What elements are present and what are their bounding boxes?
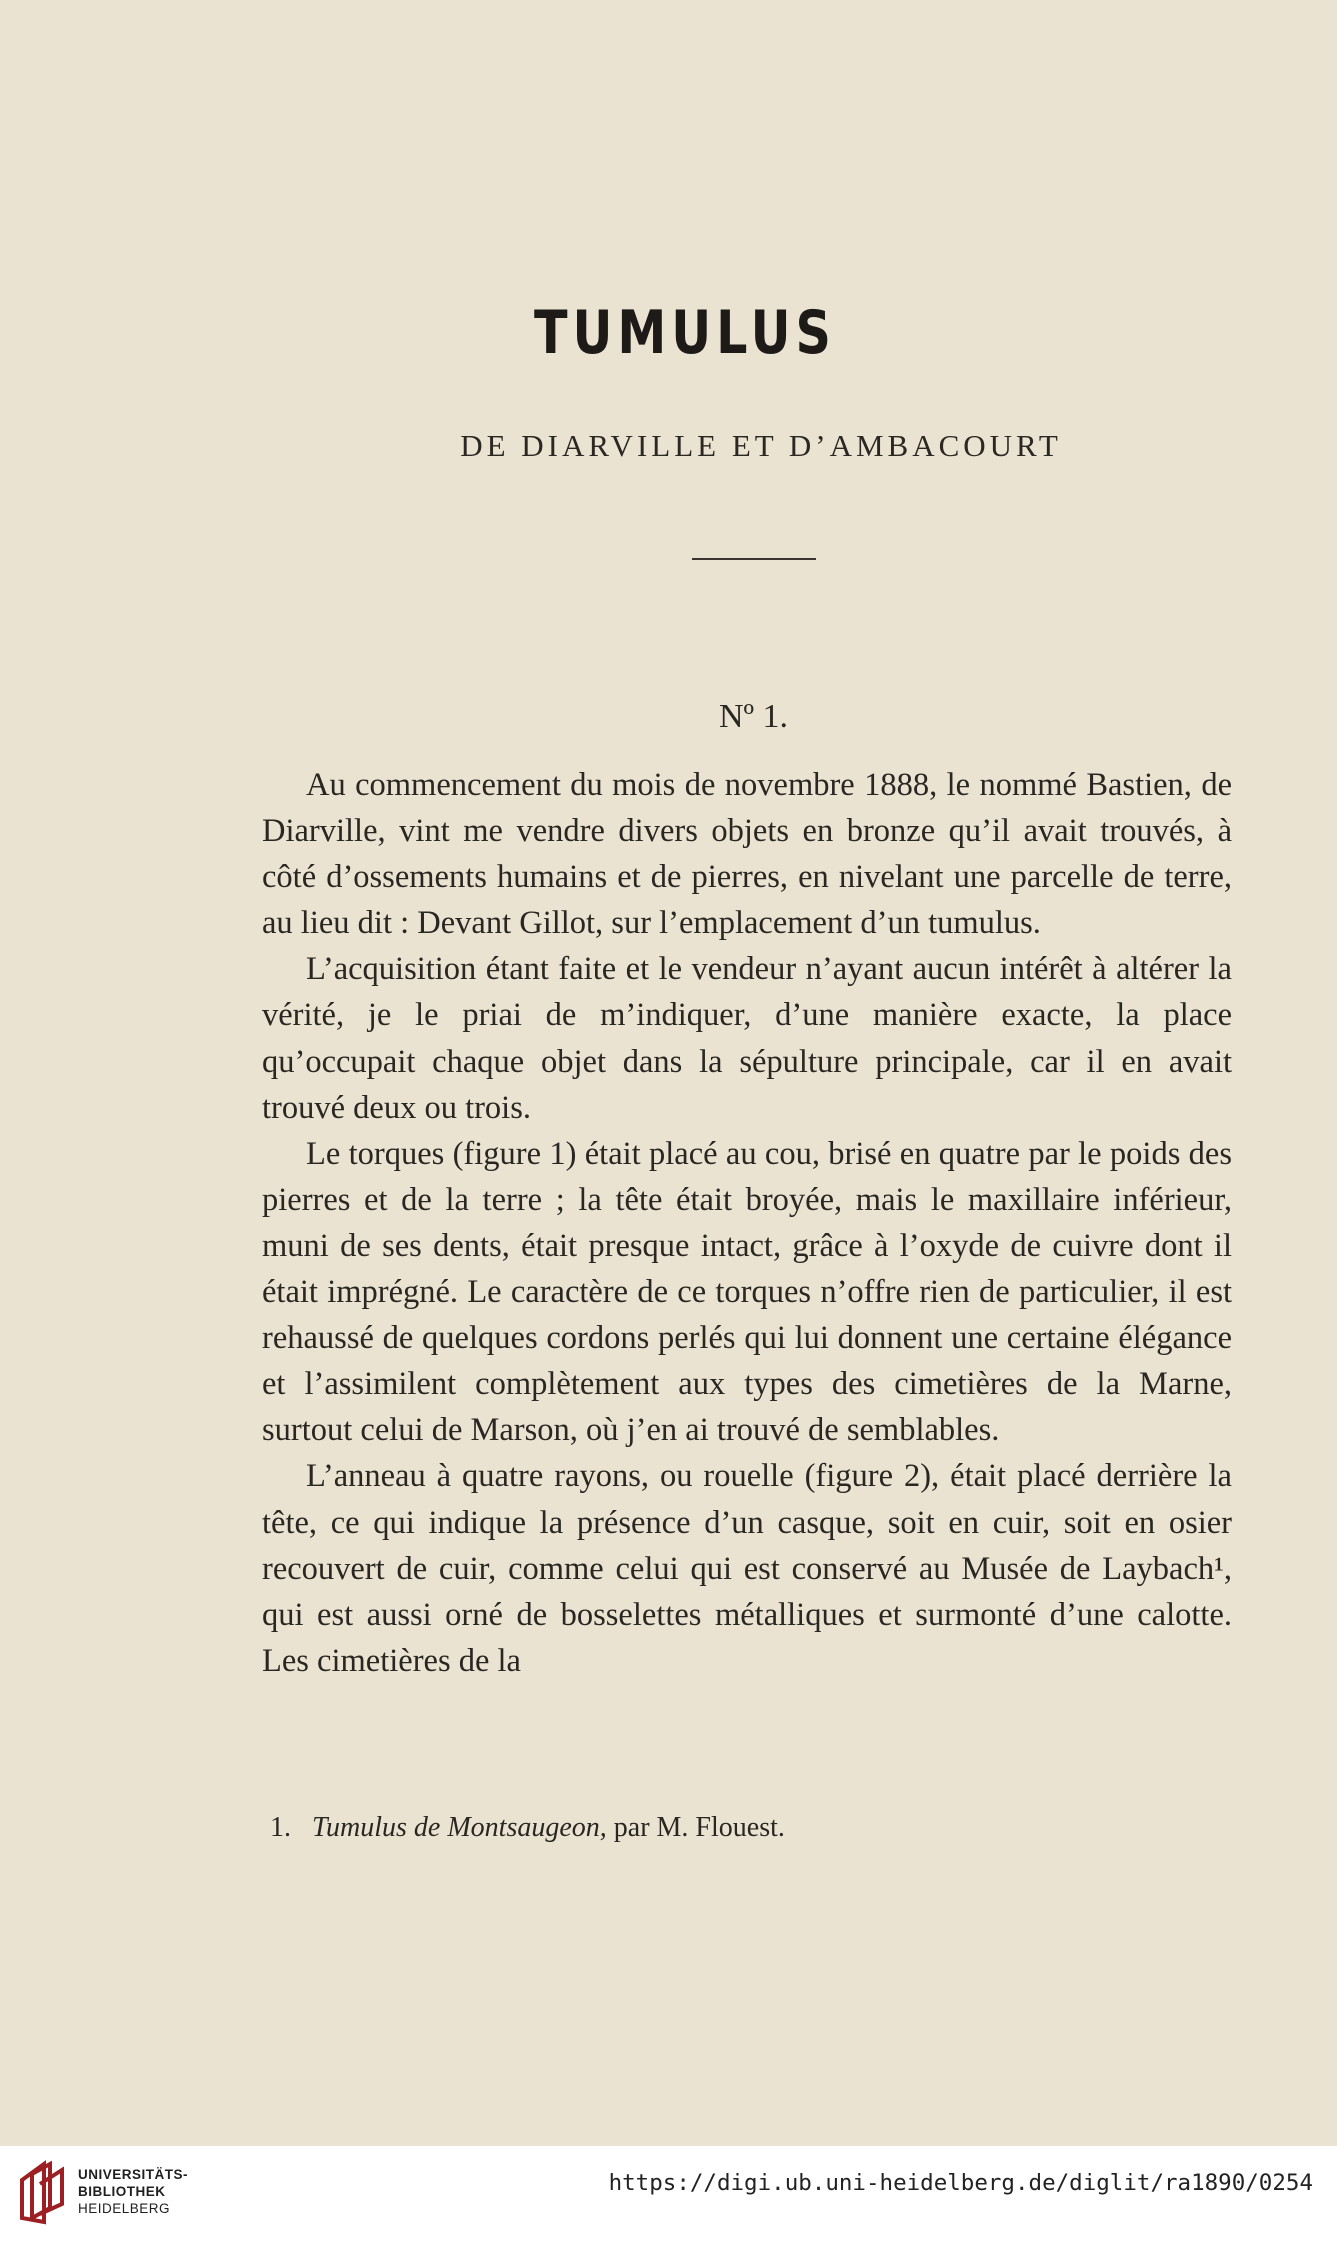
viewer-footer [0, 2146, 1337, 2241]
paragraph: L’acquisition étant faite et le vendeur n’ayant aucun intérêt à altérer la vérité, je le priai de m’indiquer, d’une manière exacte, la place qu’occupait chaque objet dans la sépulture principale, car il en avait trouvé deux ou trois. [262, 951, 1232, 1126]
paragraph: L’anneau à quatre rayons, ou rouelle (figure 2), était placé derrière la tête, ce qui indique la présence d’un casque, soit en cuir, soit en osier recouvert de cuir, comme celui qui est conservé au Musée de Laybach¹, qui est aussi orné de bosselettes métalliques et surmonté d’une calotte. Les cimetières de la [262, 1458, 1232, 1679]
paragraph: Au commencement du mois de novembre 1888, le nommé Bastien, de Diarville, vint me vendre divers objets en bronze qu’il avait trouvés, à côté d’ossements humains et de pierres, en nivelant une parcelle de terre, au lieu dit : Devant Gillot, sur l’emplacement d’un tumulus. [262, 767, 1232, 942]
library-name: UNIVERSITÄTS- BIBLIOTHEK HEIDELBERG [78, 2167, 189, 2216]
title-divider [692, 558, 816, 560]
page-subtitle: DE DIARVILLE ET D’AMBACOURT [460, 428, 1062, 463]
paragraph: Le torques (figure 1) était placé au cou, brisé en quatre par le poids des pierres et de la terre ; la tête était broyée, mais le maxillaire inférieur, muni de ses dents, était presque intact, grâce à l’oxyde de cuivre dont il était imprégné. Le caractère de ce torques n’offre rien de particulier, il est rehaussé de quelques cordons perlés qui lui donnent une certaine élégance et l’assimilent complètement aux types des cimetières de la Marne, surtout celui de Marson, où j’en ai trouvé de semblables. [262, 1135, 1232, 1449]
footnote [270, 1812, 785, 1844]
source-url-link[interactable]: https://digi.ub.uni-heidelberg.de/diglit/ra1890/0254 [608, 2170, 1313, 2196]
body-text [262, 762, 1232, 1684]
section-number: Nº 1. [718, 698, 789, 735]
footnote-title: Tumulus de Montsaugeon, [312, 1812, 607, 1843]
heidelberg-library-logo-icon [14, 2160, 70, 2226]
footnote-author: par M. Flouest. [613, 1812, 785, 1843]
page-title: TUMULUS [534, 298, 836, 368]
footnote-number: 1. [270, 1812, 291, 1843]
